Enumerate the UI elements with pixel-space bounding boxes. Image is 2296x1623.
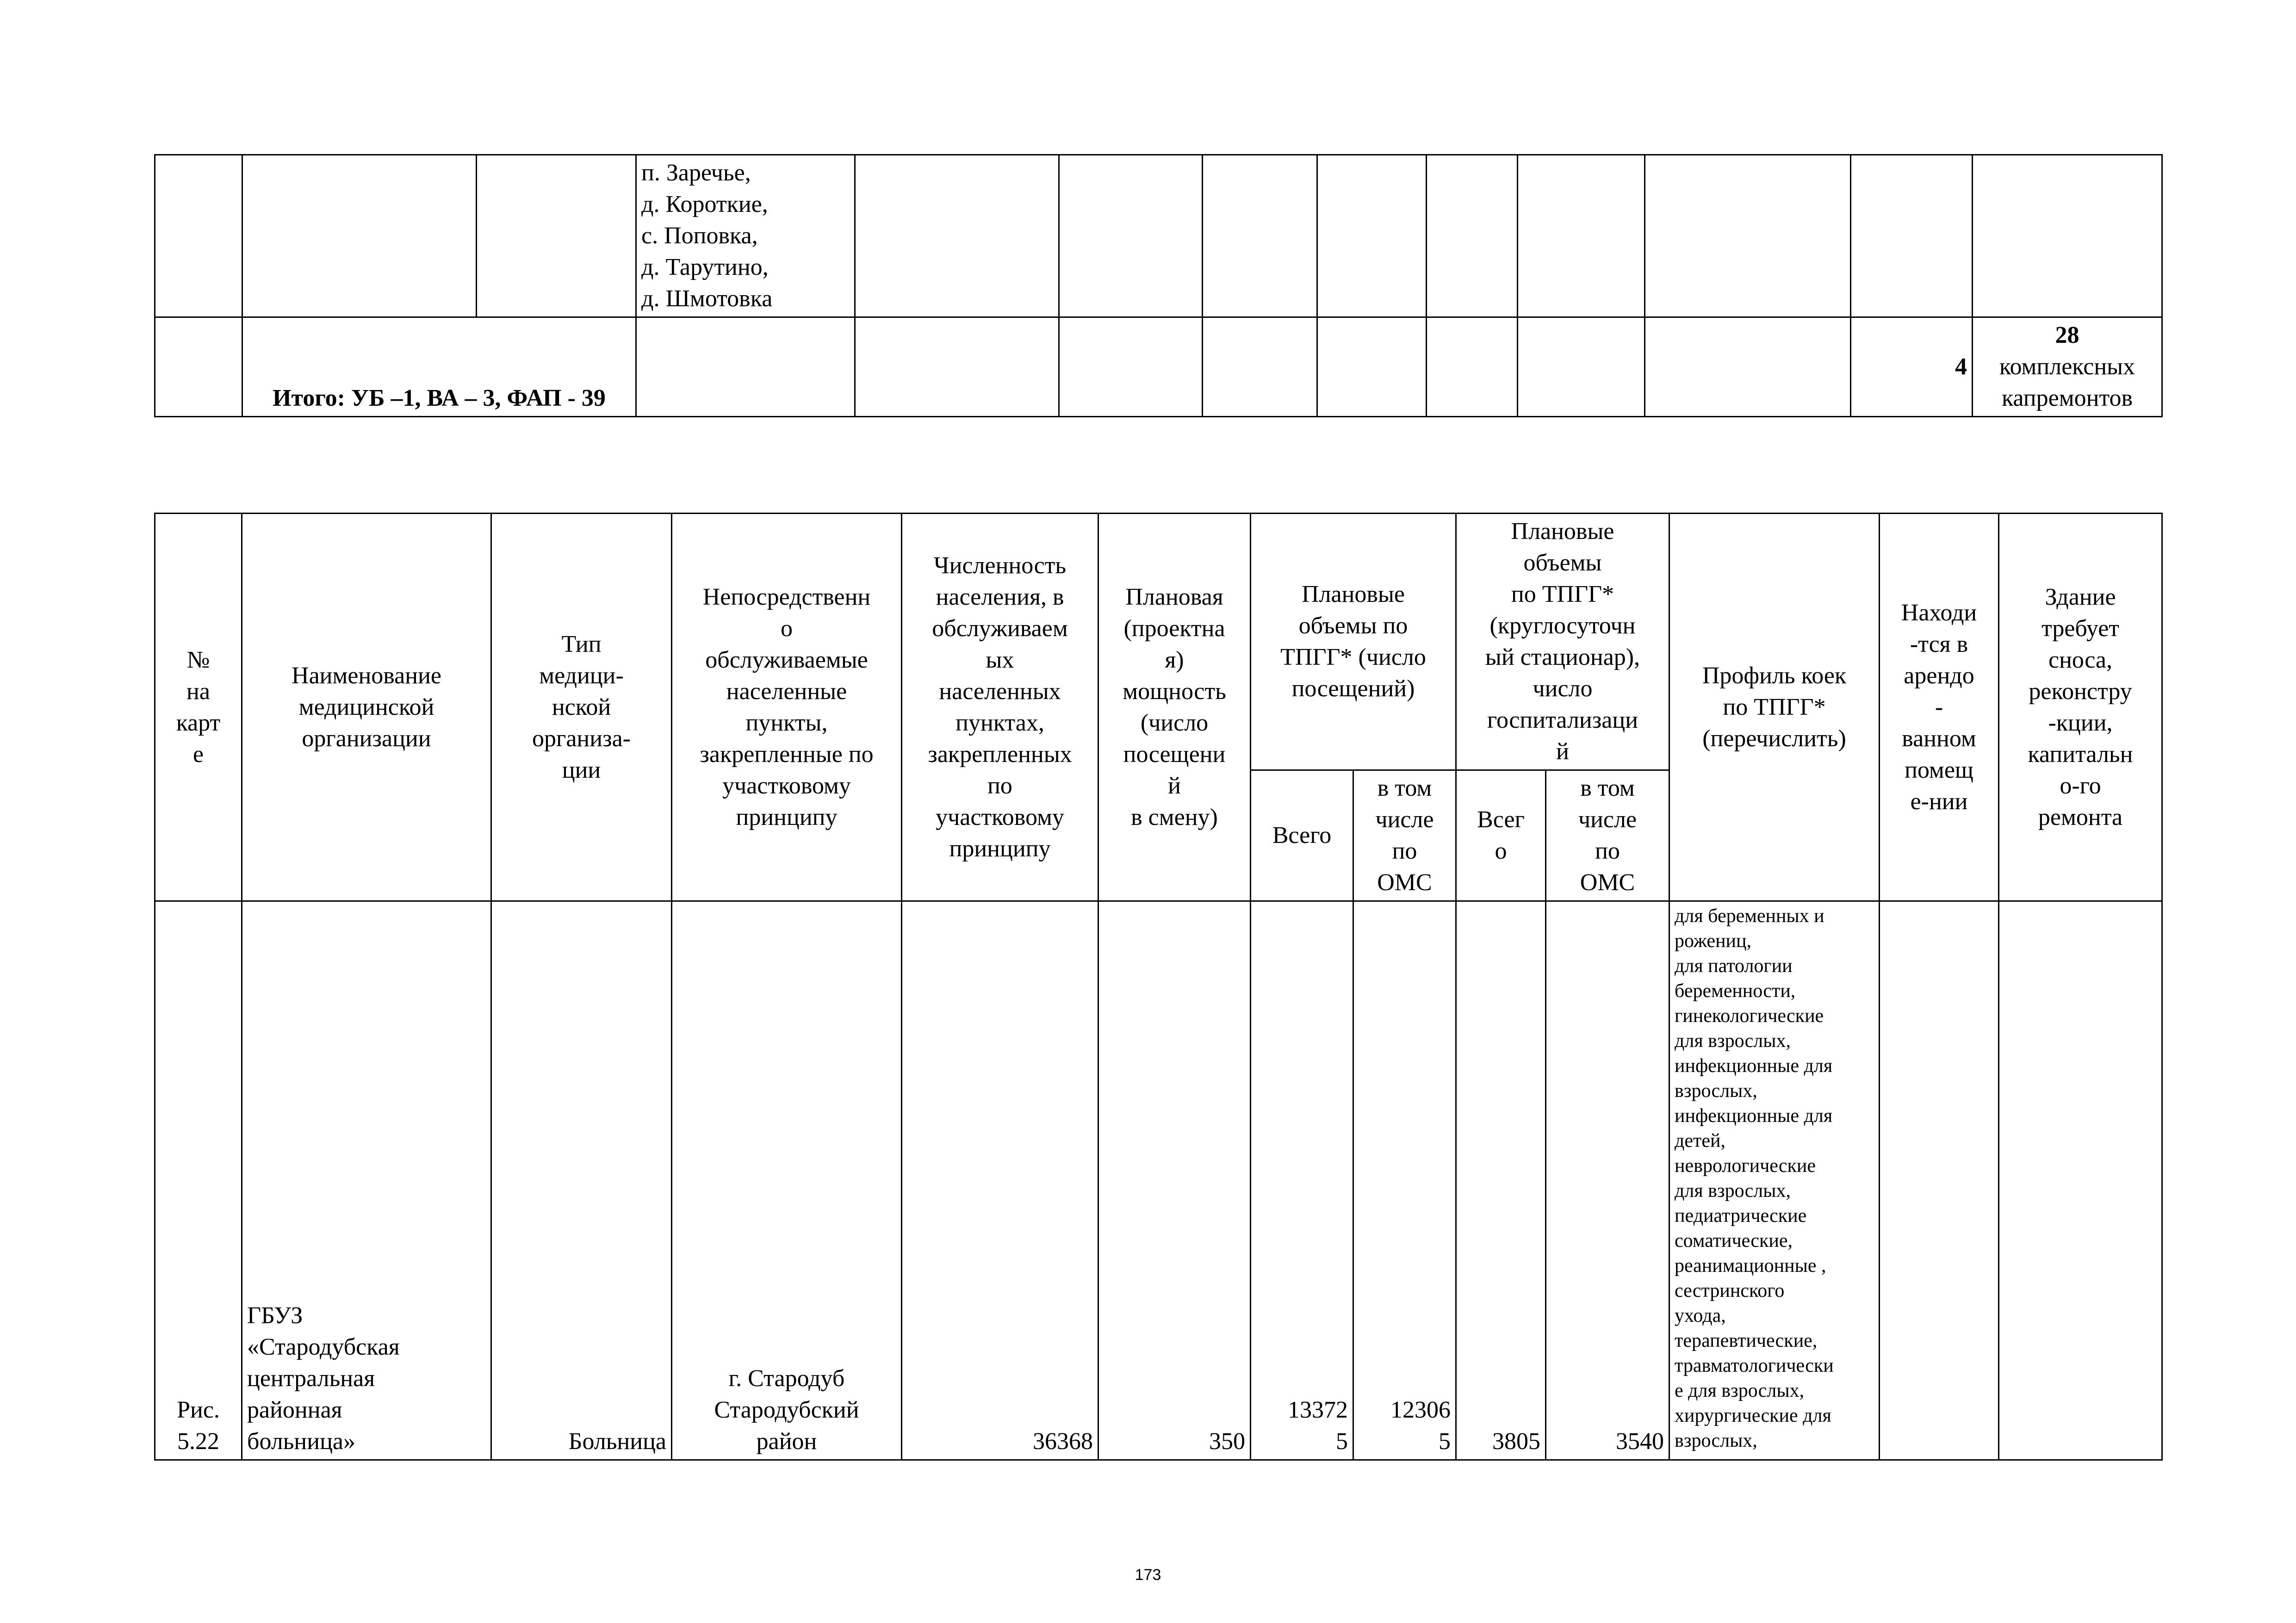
org-name: ГБУЗ «Стародубская центральная районная больница»: [242, 901, 491, 1460]
org-type: Больница: [491, 901, 672, 1460]
header-visits-total: Всего: [1251, 770, 1353, 901]
header-bed-profile: Профиль коек по ТПГГ* (перечислить): [1669, 514, 1880, 901]
visits-total-value: 13372 5: [1251, 901, 1353, 1460]
map-reference: Рис. 5.22: [155, 901, 242, 1460]
hosp-total-value: 3805: [1456, 901, 1546, 1460]
header-hosp-oms: в том числе по ОМС: [1546, 770, 1669, 901]
header-building-condition: Здание требует сноса, реконстру -кции, капитальн о-го ремонта: [1999, 514, 2162, 901]
header-planned-hospitalizations: Плановые объемы по ТПГГ* (круглосуточн ый стационар), число госпитализаци й: [1456, 514, 1669, 770]
header-planned-visits: Плановые объемы по ТПГГ* (число посещений): [1251, 514, 1456, 770]
header-served-places: Непосредственн о обслуживаемые населенные пункты, закрепленные по участковому принципу: [672, 514, 902, 901]
rent-count: 4: [1851, 317, 1973, 417]
page-number: 173: [1135, 1566, 1161, 1584]
served-places-cell: п. Заречье, д. Короткие, с. Поповка, д. Тарутино, д. Шмотовка: [636, 155, 855, 317]
continuation-table: [154, 154, 2163, 417]
visits-oms-value: 12306 5: [1353, 901, 1456, 1460]
medical-organizations-table: [154, 513, 2163, 1461]
header-map-number: № на карт е: [155, 514, 242, 901]
table-row: [155, 155, 2162, 317]
repair-count: 28: [2055, 322, 2079, 348]
capacity-value: 350: [1098, 901, 1251, 1460]
header-org-name: Наименование медицинской организации: [242, 514, 491, 901]
repair-text: комплексных капремонтов: [1999, 353, 2135, 411]
table-row: [155, 901, 2162, 1460]
header-rented: Находи -тся в арендо - ванном помещ е-нии: [1880, 514, 1999, 901]
bed-profile-list: для беременных и рожениц, для патологии беременности, гинекологические для взрослых, инфекционные для взрослых, инфекционные для детей, неврологические для взрослых, педиатрические соматические, реанимационные , сестринского ухода, терапевтические, травматологически е для взрослых, хирургические для взрослых,: [1669, 901, 1880, 1460]
header-row: [155, 514, 2162, 770]
header-visits-oms: в том числе по ОМС: [1353, 770, 1456, 901]
header-capacity: Плановая (проектна я) мощность (число посещени й в смену): [1098, 514, 1251, 901]
served-places: г. Стародуб Стародубский район: [672, 901, 902, 1460]
repair-summary: [1973, 317, 2162, 417]
header-population: Численность населения, в обслуживаем ых населенных пунктах, закрепленных по участковому принципу: [902, 514, 1098, 901]
header-org-type: Тип медици- нской организа- ции: [491, 514, 672, 901]
total-row: [155, 317, 2162, 417]
header-hosp-total: Всег о: [1456, 770, 1546, 901]
hosp-oms-value: 3540: [1546, 901, 1669, 1460]
total-label: Итого: УБ –1, ВА – 3, ФАП - 39: [242, 317, 636, 417]
population-value: 36368: [902, 901, 1098, 1460]
